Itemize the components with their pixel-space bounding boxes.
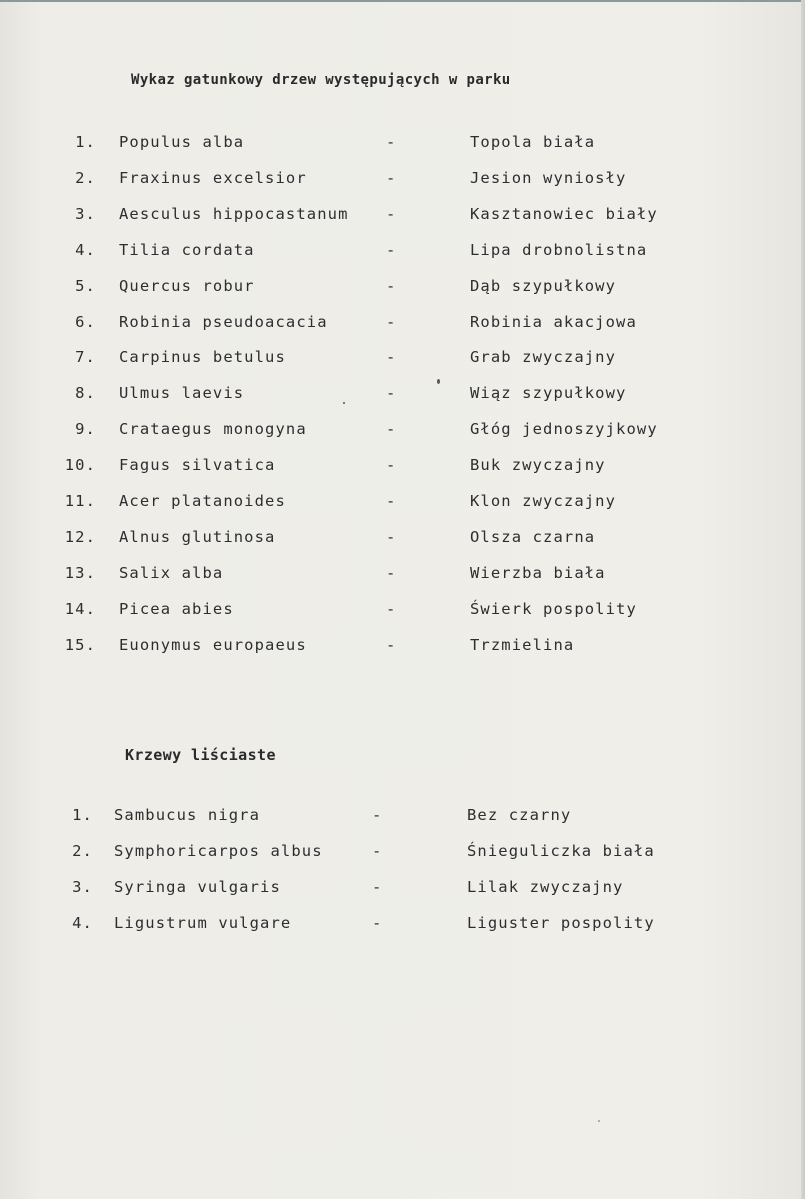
row-number: 13. [64, 563, 96, 582]
separator-dash: - [372, 806, 383, 824]
separator-dash: - [386, 456, 397, 475]
row-number: 3. [72, 878, 93, 896]
separator-dash: - [386, 348, 397, 367]
latin-name: Fagus silvatica [119, 456, 276, 475]
polish-name: Topola biała [470, 133, 596, 151]
polish-name: Robinia akacjowa [470, 312, 637, 331]
trees-heading: Wykaz gatunkowy drzew występujących w parku [131, 72, 511, 88]
separator-dash: - [386, 204, 397, 223]
latin-name: Fraxinus excelsior [119, 168, 307, 187]
latin-name: Carpinus betulus [119, 348, 286, 367]
species-row [0, 528, 790, 550]
species-row [0, 600, 790, 622]
polish-name: Klon zwyczajny [470, 492, 617, 510]
row-number: 10. [64, 456, 96, 475]
separator-dash: - [372, 914, 383, 932]
polish-name: Trzmielina [470, 635, 575, 654]
polish-name: Świerk pospolity [470, 599, 637, 618]
latin-name: Ligustrum vulgare [114, 914, 292, 932]
species-row [0, 420, 790, 442]
row-number: 7. [75, 348, 96, 367]
latin-name: Quercus robur [119, 276, 255, 295]
separator-dash: - [386, 492, 397, 510]
species-row [0, 456, 790, 478]
polish-name: Śnieguliczka biała [467, 842, 655, 860]
separator-dash: - [386, 420, 397, 439]
latin-name: Tilia cordata [119, 240, 255, 259]
separator-dash: - [386, 635, 397, 654]
separator-dash: - [386, 599, 397, 618]
species-row [0, 348, 790, 370]
row-number: 2. [72, 842, 93, 860]
latin-name: Sambucus nigra [114, 806, 261, 824]
species-row [0, 277, 790, 299]
polish-name: Głóg jednoszyjkowy [470, 420, 658, 439]
latin-name: Syringa vulgaris [114, 878, 281, 896]
latin-name: Aesculus hippocastanum [119, 204, 349, 223]
paper-speck [437, 379, 440, 384]
separator-dash: - [372, 842, 383, 860]
polish-name: Lilak zwyczajny [467, 878, 624, 896]
separator-dash: - [386, 527, 397, 546]
separator-dash: - [372, 878, 383, 896]
row-number: 1. [72, 806, 93, 824]
page-top-edge [0, 0, 805, 2]
separator-dash: - [386, 384, 397, 403]
polish-name: Liguster pospolity [467, 914, 655, 932]
polish-name: Jesion wyniosły [470, 168, 627, 187]
row-number: 9. [75, 420, 96, 439]
row-number: 12. [64, 527, 96, 546]
species-row [0, 842, 790, 864]
row-number: 2. [75, 168, 96, 187]
row-number: 4. [72, 914, 93, 932]
latin-name: Crataegus monogyna [119, 420, 307, 439]
latin-name: Euonymus europaeus [119, 635, 307, 654]
polish-name: Olsza czarna [470, 527, 596, 546]
species-row [0, 564, 790, 586]
species-row [0, 914, 790, 936]
latin-name: Populus alba [119, 133, 245, 151]
polish-name: Buk zwyczajny [470, 456, 606, 475]
species-row [0, 492, 790, 514]
species-row [0, 878, 790, 900]
polish-name: Wierzba biała [470, 563, 606, 582]
species-row [0, 806, 790, 828]
separator-dash: - [386, 312, 397, 331]
species-row [0, 636, 790, 658]
row-number: 11. [64, 492, 96, 510]
species-row [0, 169, 790, 191]
polish-name: Wiąz szypułkowy [470, 384, 627, 403]
separator-dash: - [386, 563, 397, 582]
row-number: 8. [75, 384, 96, 403]
row-number: 5. [75, 276, 96, 295]
separator-dash: - [386, 168, 397, 187]
latin-name: Acer platanoides [119, 492, 286, 510]
row-number: 15. [64, 635, 96, 654]
row-number: 3. [75, 204, 96, 223]
species-row [0, 241, 790, 263]
row-number: 1. [75, 133, 96, 151]
latin-name: Symphoricarpos albus [114, 842, 323, 860]
species-row [0, 384, 790, 406]
polish-name: Grab zwyczajny [470, 348, 617, 367]
polish-name: Bez czarny [467, 806, 572, 824]
paper-speck [343, 402, 345, 404]
latin-name: Picea abies [119, 599, 234, 618]
polish-name: Lipa drobnolistna [470, 240, 648, 259]
polish-name: Kasztanowiec biały [470, 204, 658, 223]
species-row [0, 133, 790, 155]
row-number: 6. [75, 312, 96, 331]
latin-name: Alnus glutinosa [119, 527, 276, 546]
latin-name: Salix alba [119, 563, 224, 582]
species-row [0, 205, 790, 227]
polish-name: Dąb szypułkowy [470, 276, 617, 295]
page-right-edge [801, 0, 805, 1199]
paper-speck [598, 1120, 600, 1122]
separator-dash: - [386, 240, 397, 259]
row-number: 4. [75, 240, 96, 259]
latin-name: Robinia pseudoacacia [119, 312, 328, 331]
latin-name: Ulmus laevis [119, 384, 245, 403]
row-number: 14. [64, 599, 96, 618]
shrubs-heading: Krzewy liściaste [125, 746, 276, 764]
species-row [0, 313, 790, 335]
separator-dash: - [386, 133, 397, 151]
separator-dash: - [386, 276, 397, 295]
